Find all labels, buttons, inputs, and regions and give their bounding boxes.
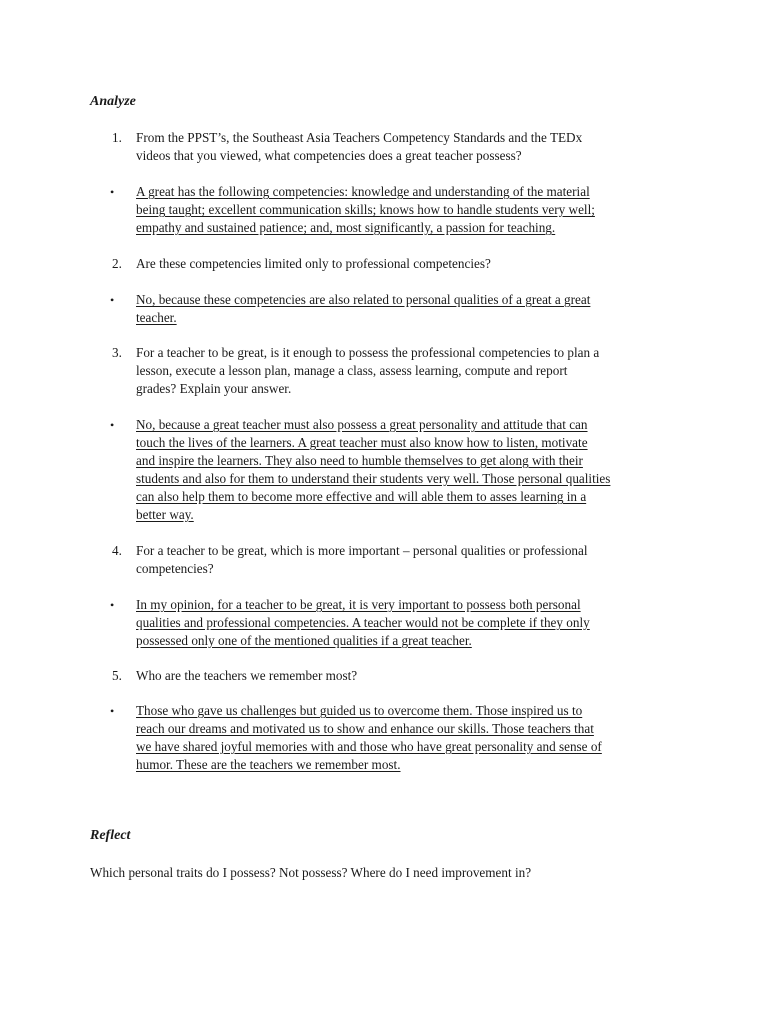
reflect-question-text: Which personal traits do I possess? Not possess? Where do I need improvement in? bbox=[90, 865, 532, 880]
bullet-icon: • bbox=[110, 704, 115, 718]
bullet-icon: • bbox=[110, 598, 115, 612]
question-text: From the PPST’s, the Southeast Asia Teachers Competency Standards and the TEDx videos that you viewed, what competencies does a great teacher possess? bbox=[136, 130, 583, 163]
question-text: Who are the teachers we remember most? bbox=[136, 668, 358, 683]
bullet-icon: • bbox=[110, 185, 115, 199]
question-text: Are these competencies limited only to professional competencies? bbox=[136, 256, 491, 271]
answer-text: No, because a great teacher must also possess a great personality and attitude that can touch the lives of the learners. A great teacher must also know how to listen, motivate and inspire the learners. They also need to humble themselves to get along with their students and also for them to understand their students very well. Those personal qualities can also help them to become more effective and will able them to asses learning in a better way. bbox=[136, 417, 611, 522]
answer-text: In my opinion, for a teacher to be great, it is very important to possess both personal qualities and professional competencies. A teacher would not be complete if they only possessed only one of the mentioned qualities if a great teacher. bbox=[136, 597, 590, 648]
question-text: For a teacher to be great, which is more important – personal qualities or professional competencies? bbox=[136, 543, 588, 576]
answer-text: Those who gave us challenges but guided us to overcome them. Those inspired us to reach our dreams and motivated us to show and enhance our skills. Those teachers that we have shared joyful memories with and those who have great personality and sense of humor. These are the teachers we remember most. bbox=[136, 703, 602, 772]
analyze-heading: Analyze bbox=[90, 94, 136, 109]
question-number: 2. bbox=[112, 256, 122, 271]
question-text: For a teacher to be great, is it enough to possess the professional competencies to plan a lesson, execute a lesson plan, manage a class, assess learning, compute and report grades? Explain your answer. bbox=[136, 345, 600, 396]
bullet-icon: • bbox=[110, 293, 115, 307]
question-number: 5. bbox=[112, 668, 122, 683]
question-number: 1. bbox=[112, 130, 122, 145]
answer-text: No, because these competencies are also related to personal qualities of a great a great teacher. bbox=[136, 292, 591, 325]
answer-text: A great has the following competencies: knowledge and understanding of the material being taught; excellent communication skills; knows how to handle students very well; empathy and sustained patience; and, most significantly, a passion for teaching. bbox=[136, 184, 595, 235]
reflect-heading: Reflect bbox=[90, 828, 131, 843]
question-number: 4. bbox=[112, 543, 122, 558]
question-number: 3. bbox=[112, 345, 122, 360]
bullet-icon: • bbox=[110, 418, 115, 432]
